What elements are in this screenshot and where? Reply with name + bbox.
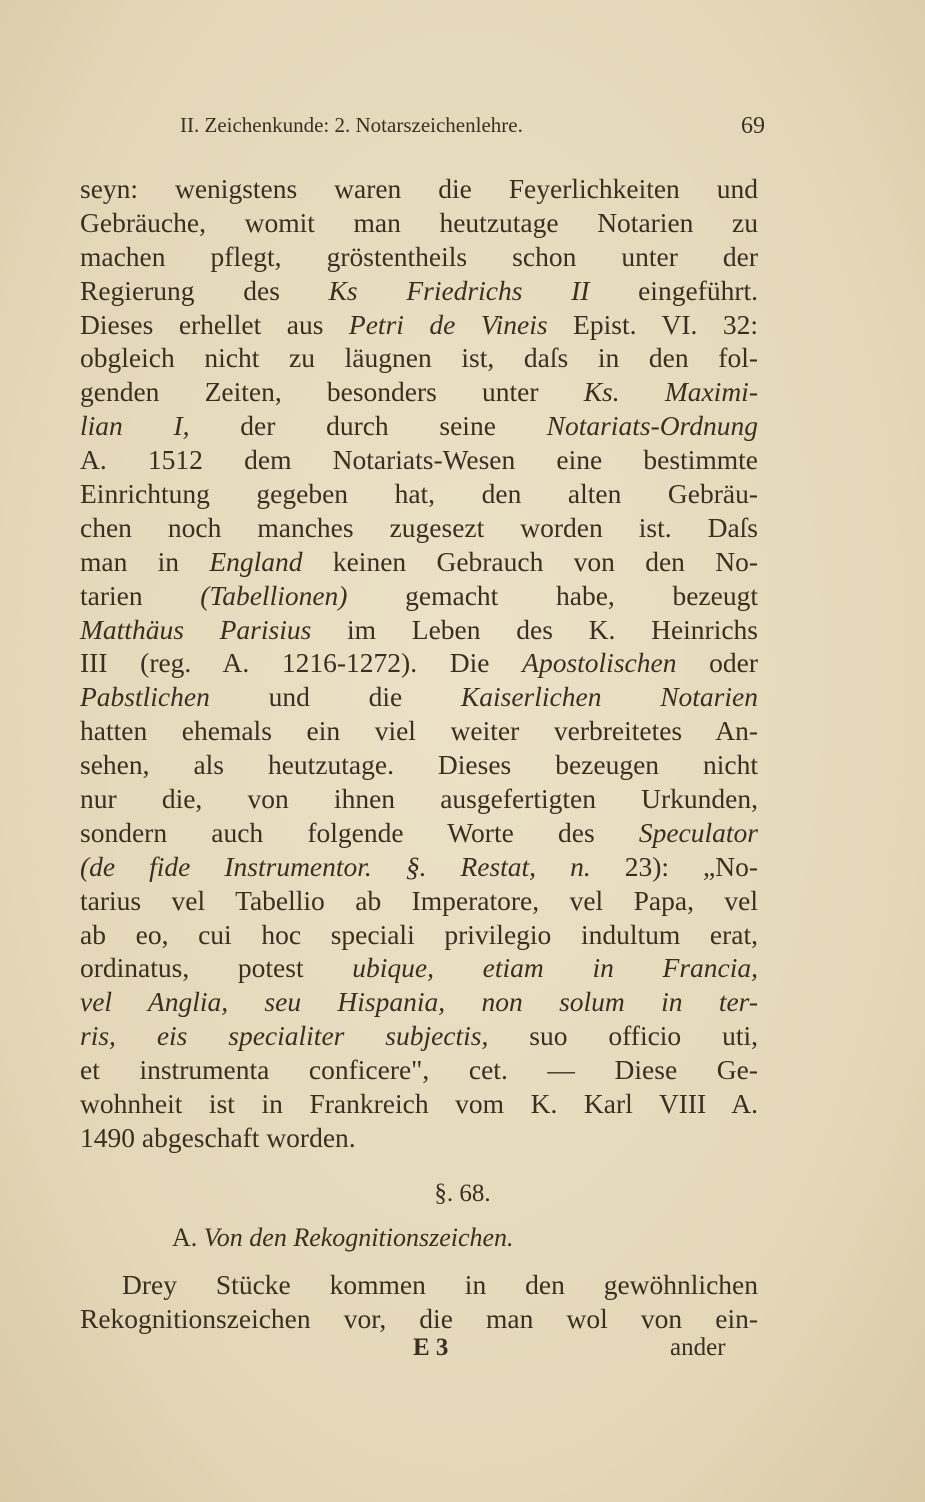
italic-text: Kaiserlichen Notarien [460, 681, 758, 713]
text-segment: wohnheit ist in Frankreich vom K. Karl VIII A. [80, 1088, 758, 1120]
section-heading [172, 1223, 514, 1253]
text-line [80, 308, 758, 342]
text-line [80, 341, 758, 375]
text-line [80, 579, 758, 613]
text-segment: Gebräuche, womit man heutzutage Notarien zu [80, 206, 758, 238]
text-segment: A. 1512 dem Notariats-Wesen eine bestimmte [80, 444, 758, 476]
text-segment: der durch seine [189, 410, 547, 442]
paragraph-1 [80, 172, 758, 1155]
text-line [80, 680, 758, 714]
text-line [80, 240, 758, 274]
text-segment: Rekognitionszeichen vor, die man wol von ein- [80, 1302, 758, 1334]
text-segment: tarien [80, 579, 201, 611]
text-line [80, 545, 758, 579]
text-segment: Drey Stücke kommen in den gewöhnlichen [122, 1269, 758, 1300]
text-segment: man in [80, 545, 210, 577]
text-segment: seyn: wenigstens waren die Feyerlichkeiten und [80, 173, 758, 204]
text-line [80, 1019, 758, 1053]
section-title: Von den Rekognitionszeichen. [203, 1223, 514, 1252]
text-segment: tarius vel Tabellio ab Imperatore, vel Papa, vel [80, 884, 758, 916]
text-segment: genden Zeiten, besonders unter [80, 376, 584, 408]
text-line [80, 1121, 758, 1155]
text-line [80, 274, 758, 308]
text-segment: und die [209, 681, 461, 713]
text-line [80, 1302, 758, 1336]
text-line [80, 951, 758, 985]
italic-text: Notariats-Ordnung [546, 410, 758, 442]
text-segment: Regierung des [80, 274, 329, 306]
text-segment: hatten ehemals ein viel weiter verbreitetes An- [80, 715, 758, 747]
italic-text: vel Anglia, seu Hispania, non solum in ter- [80, 986, 758, 1018]
paragraph-2 [80, 1268, 758, 1336]
signature-mark: E 3 [413, 1334, 449, 1361]
text-line [80, 409, 758, 443]
text-segment: et instrumenta conficere", cet. — Diese Ge- [80, 1054, 758, 1086]
section-number: §. 68. [434, 1180, 491, 1207]
text-segment: 23): „No- [590, 850, 758, 882]
text-segment: suo officio uti, [488, 1020, 758, 1052]
text-segment: eingeführt. [589, 274, 758, 306]
italic-text: England [209, 545, 303, 577]
text-line [80, 816, 758, 850]
running-title: II. Zeichenkunde: 2. Notarszeichenlehre. [180, 113, 523, 137]
text-segment: Dieses erhellet aus [80, 308, 349, 340]
text-segment: 1490 abgeschaft worden. [80, 1121, 356, 1153]
italic-text: (Tabellionen) [200, 579, 348, 611]
italic-text: Matthäus Parisius [80, 613, 312, 645]
running-header [180, 113, 765, 140]
catchword: ander [670, 1334, 726, 1361]
text-segment: ordinatus, potest [80, 952, 353, 984]
text-line [80, 782, 758, 816]
text-segment: sondern auch folgende Worte des [80, 816, 639, 848]
text-line [80, 613, 758, 647]
text-line [80, 1053, 758, 1087]
italic-text: Apostolischen [522, 647, 677, 679]
italic-text: ubique, etiam in Francia, [352, 952, 758, 984]
text-line [80, 477, 758, 511]
text-line [80, 172, 758, 206]
text-segment: chen noch manches zugesezt worden ist. Daſs [80, 511, 758, 543]
text-segment: nur die, von ihnen ausgefertigten Urkunden, [80, 783, 758, 815]
section-letter: A. [172, 1223, 198, 1252]
italic-text: ris, eis specialiter subjectis, [80, 1020, 489, 1052]
text-segment: sehen, als heutzutage. Dieses bezeugen nicht [80, 749, 758, 781]
italic-text: Ks Friedrichs II [328, 274, 590, 306]
text-line [80, 985, 758, 1019]
text-segment: keinen Gebrauch von den No- [302, 545, 758, 577]
text-segment: im Leben des K. Heinrichs [311, 613, 759, 645]
italic-text: Ks. Maximi- [583, 376, 758, 408]
text-segment: Einrichtung gegeben hat, den alten Gebräu- [80, 478, 758, 510]
text-line [80, 375, 758, 409]
text-line [80, 511, 758, 545]
italic-text: (de fide Instrumentor. §. Restat, n. [80, 850, 591, 882]
text-segment: gemacht habe, bezeugt [347, 579, 758, 611]
text-line [80, 646, 758, 680]
italic-text: Speculator [638, 816, 758, 848]
italic-text: lian I, [80, 410, 190, 442]
text-segment: Epist. VI. 32: [547, 308, 758, 340]
text-line [80, 918, 758, 952]
text-line [80, 1087, 758, 1121]
text-line [80, 443, 758, 477]
text-line [80, 1268, 758, 1302]
text-line [80, 748, 758, 782]
page-number: 69 [741, 113, 765, 139]
text-line [80, 850, 758, 884]
italic-text: Pabstlichen [80, 681, 210, 713]
text-segment: machen pflegt, gröstentheils schon unter der [80, 240, 758, 272]
text-line [80, 714, 758, 748]
text-segment: ab eo, cui hoc speciali privilegio indultum erat, [80, 918, 758, 950]
italic-text: Petri de Vineis [348, 308, 548, 340]
text-line [80, 206, 758, 240]
text-segment: oder [676, 647, 758, 679]
text-line [80, 884, 758, 918]
text-segment: III (reg. A. 1216-1272). Die [80, 647, 523, 679]
text-segment: obgleich nicht zu läugnen ist, daſs in den fol- [80, 342, 758, 374]
